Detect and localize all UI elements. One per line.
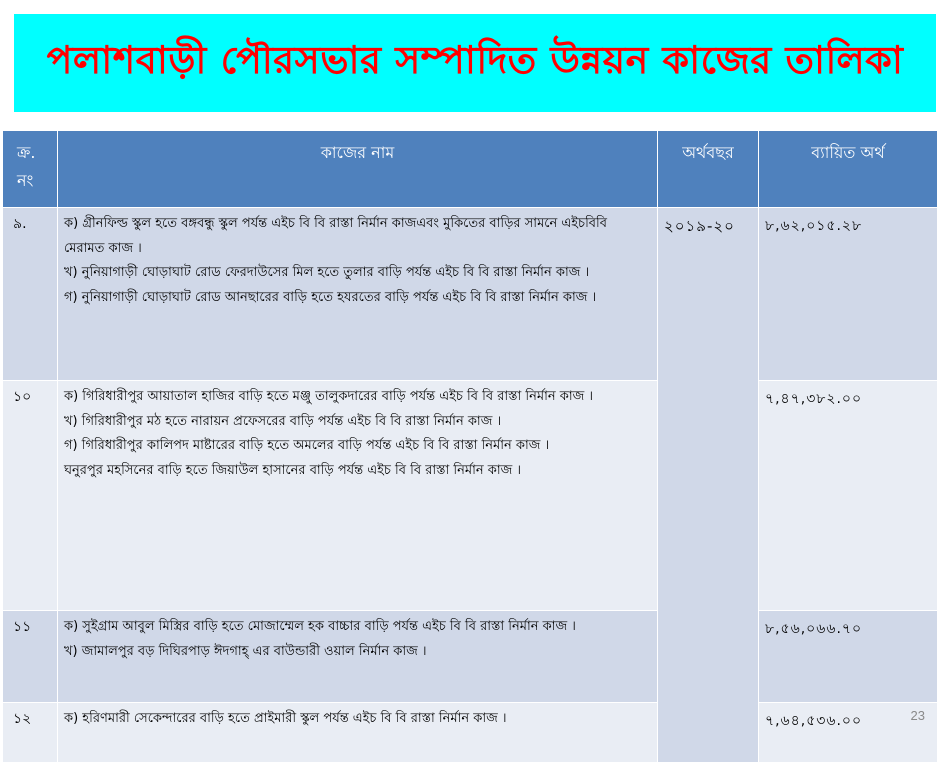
row-serial: ১১ xyxy=(3,611,58,703)
row-serial: ১০ xyxy=(3,381,58,611)
table-row xyxy=(3,208,937,381)
page-title: পলাশবাড়ী পৌরসভার সম্পাদিত উন্নয়ন কাজের তালিকা xyxy=(47,31,904,95)
row-amount: ৮,৬২,০১৫.২৮ xyxy=(759,208,937,381)
row-work xyxy=(58,703,658,763)
header-serial xyxy=(3,131,58,208)
work-item: খ) জামালপুর বড় দিঘিরপাড় ঈদগাহ্ এর বাউন্ডারী ওয়াল নির্মান কাজ । xyxy=(64,640,651,665)
row-fiscal-year: ২০১৯-২০ xyxy=(658,208,759,763)
works-table xyxy=(2,130,937,763)
header-amount: ব্যায়িত অর্থ xyxy=(759,131,937,208)
row-amount: ৭,৪৭,৩৮২.০০ xyxy=(759,381,937,611)
row-serial: ৯. xyxy=(3,208,58,381)
table-row xyxy=(3,703,937,763)
row-amount: ৭,৬৪,৫৩৬.০০ xyxy=(759,703,937,763)
row-amount: ৮,৫৬,০৬৬.৭০ xyxy=(759,611,937,703)
work-item: খ) নুনিয়াগাড়ী ঘোড়াঘাট রোড ফেরদাউসের মিল হতে তুলার বাড়ি পর্যন্ত এইচ বি বি রাস্তা নির্মান কাজ । xyxy=(64,261,651,286)
table-header-row xyxy=(3,131,937,208)
title-banner xyxy=(14,14,936,112)
row-work xyxy=(58,381,658,611)
work-item: ক) গিরিধারীপুর আয়াতাল হাজির বাড়ি হতে মঞ্জু তালুকদারের বাড়ি পর্যন্ত এইচ বি বি রাস্তা নির্মান কাজ । xyxy=(64,385,651,410)
header-work-name: কাজের নাম xyxy=(58,131,658,208)
row-serial: ১২ xyxy=(3,703,58,763)
work-item: গ) নুনিয়াগাড়ী ঘোড়াঘাট রোড আনছারের বাড়ি হতে হযরতের বাড়ি পর্যন্ত এইচ বি বি রাস্তা নির্মান কাজ । xyxy=(64,286,651,311)
header-fiscal-year: অর্থবছর xyxy=(658,131,759,208)
work-item: খ) গিরিধারীপুর মঠ হতে নারায়ন প্রফেসরের বাড়ি পর্যন্ত এইচ বি বি রাস্তা নির্মান কাজ । xyxy=(64,410,651,435)
work-item: ক) হরিণমারী সেকেন্দারের বাড়ি হতে প্রাইমারী স্কুল পর্যন্ত এইচ বি বি রাস্তা নির্মান কাজ । xyxy=(64,707,651,732)
work-item: গ) গিরিধারীপুর কালিপদ মাষ্টারের বাড়ি হতে অমলের বাড়ি পর্যন্ত এইচ বি বি রাস্তা নির্মান কাজ । xyxy=(64,434,651,459)
slide-number: 23 xyxy=(911,708,925,723)
table-row xyxy=(3,611,937,703)
work-item: ক) গ্রীনফিল্ড স্কুল হতে বঙ্গবন্ধু স্কুল পর্যন্ত এইচ বি বি রাস্তা নির্মান কাজএবং মুকিতের বাড়ির সামনে এইচবিবি মেরামত কাজ । xyxy=(64,212,651,261)
header-serial-line2: নং xyxy=(17,167,51,195)
table-row xyxy=(3,381,937,611)
row-work xyxy=(58,208,658,381)
row-work xyxy=(58,611,658,703)
header-serial-line1: ক্র. xyxy=(17,139,51,167)
work-item: ঘনুরপুর মহসিনের বাড়ি হতে জিয়াউল হাসানের বাড়ি পর্যন্ত এইচ বি বি রাস্তা নির্মান কাজ । xyxy=(64,459,651,484)
work-item: ক) সুইগ্রাম আবুল মিস্ত্রির বাড়ি হতে মোজাম্মেল হক বাচ্চার বাড়ি পর্যন্ত এইচ বি বি রাস্তা নির্মান কাজ । xyxy=(64,615,651,640)
